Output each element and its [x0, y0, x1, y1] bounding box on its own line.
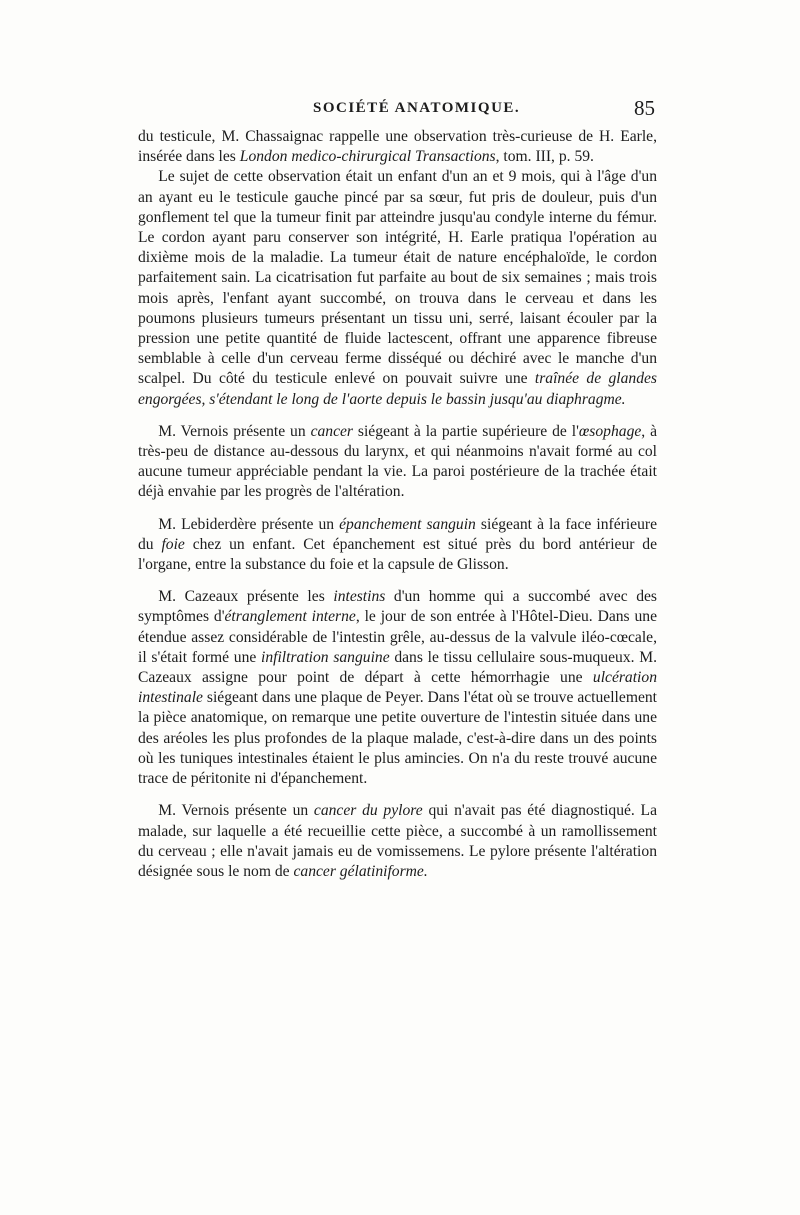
- text-run: d'un homme qui a succombé avec des symptômes d': [138, 588, 658, 626]
- italic-text-run: épanchement sanguin: [339, 515, 476, 533]
- body-text: [138, 127, 657, 882]
- italic-text-run: traînée de glandes engorgées, s'étendant le long de l'aorte depuis le bassin jusqu'au diaphragme.: [138, 370, 657, 408]
- text-run: , à très-peu de distance au-dessous du larynx, et qui néanmoins n'avait formé au col aucune tumeur appréciable pendant la vie. La paroi postérieure de la trachée était déjà envahie par les progrès de l'altération.: [138, 422, 658, 501]
- paragraph-3: [138, 422, 657, 503]
- italic-text-run: étranglement interne: [224, 608, 356, 626]
- paragraph-2: [138, 167, 657, 409]
- text-run: M. Vernois présente un: [158, 802, 314, 820]
- running-title: SOCIÉTÉ ANATOMIQUE.: [313, 100, 521, 116]
- text-run: qui n'avait pas été diagnostiqué. La malade, sur laquelle a été recueillie cette pièce, a succombé à un ramollissement du cerveau ; elle n'avait jamais eu de vomissemens. Le pylore présente l'altération désignée sous le nom de: [138, 802, 658, 880]
- text-run: siégeant à la partie supérieure de l': [353, 422, 579, 440]
- paragraph-6: [138, 801, 657, 882]
- text-run: dans le tissu cellulaire sous-muqueux. M. Cazeaux assigne pour point de départ à cette hémorrhagie une: [138, 648, 657, 687]
- text-run: M. Lebiderdère présente un: [158, 515, 340, 533]
- text-run: , tom. III, p. 59.: [495, 148, 594, 166]
- text-run: , le jour de son entrée à l'Hôtel-Dieu. Dans une étendue assez considérable de l'intestin grêle, au-dessus de la valvule iléo-cœcale, il s'était formé une: [138, 608, 657, 666]
- text-run: Le sujet de cette observation était un enfant d'un an et 9 mois, qui à l'âge d'un an ayant eu le testicule gauche pincé par sa sœur, fut pris de douleur, puis d'un gonflement tel que la tumeur finit par atteindre jusqu'au condyle interne du fémur. Le cordon ayant paru conserver son intégrité, H. Earle pratiqua l'opération au dixième mois de la maladie. La tumeur était de nature encéphaloïde, le cordon parfaitement sain. La cicatrisation fut parfaite au bout de six semaines ; mais trois mois après, l'enfant ayant succombé, on trouva dans le cerveau et dans les poumons plusieurs tumeurs présentant un tissu uni, serré, laisant écouler par la pression une petite quantité de fluide lactescent, offrant une apparence fibreuse semblable à celle d'un cerveau ferme disséqué ou déchiré avec le manche d'un scalpel. Du côté du testicule enlevé on pouvait suivre une: [138, 168, 657, 388]
- italic-text-run: infiltration sanguine: [261, 648, 390, 666]
- paragraph-1: [138, 127, 657, 167]
- italic-text-run: œsophage: [578, 422, 642, 440]
- text-run: M. Vernois présente un: [158, 422, 311, 440]
- italic-text-run: cancer: [310, 422, 353, 440]
- italic-text-run: foie: [161, 535, 185, 553]
- paragraph-4: [138, 515, 657, 576]
- italic-text-run: intestins: [333, 588, 386, 606]
- italic-text-run: ulcération intestinale: [138, 669, 657, 707]
- page-header: [138, 96, 655, 126]
- text-run: siégeant dans une plaque de Peyer. Dans l'état où se trouve actuellement la pièce anatomique, on remarque une petite ouverture de l'intestin située dans une des aréoles les plus profondes de la plaque malade, c'est-à-dire dans un des points où les tuniques intestinales étaient le plus amincies. On n'a du reste trouvé aucune trace de péritonite ni d'épanchement.: [138, 689, 657, 788]
- text-run: M. Cazeaux présente les: [158, 588, 334, 606]
- italic-text-run: London medico-chirurgical Transactions: [239, 148, 496, 166]
- paragraph-5: [138, 587, 657, 789]
- italic-text-run: cancer du pylore: [313, 802, 423, 820]
- text-run: chez un enfant. Cet épanchement est situé près du bord antérieur de l'organe, entre la substance du foie et la capsule de Glisson.: [138, 535, 658, 574]
- text-run: siégeant à la face inférieure du: [138, 515, 657, 553]
- text-run: du testicule, M. Chassaignac rappelle une observation très-curieuse de H. Earle, insérée dans les: [138, 128, 657, 166]
- page-number: 85: [634, 96, 655, 120]
- italic-text-run: cancer gélatiniforme.: [293, 862, 428, 880]
